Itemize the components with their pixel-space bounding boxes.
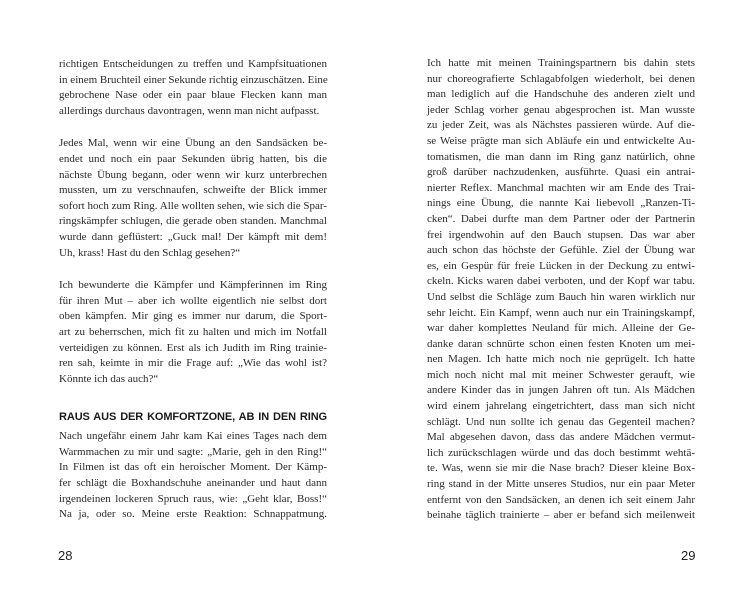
text-line: groß darüber nachzudenken, ausführte. Quasi ein antrai-	[427, 166, 695, 179]
text-line: wird einem jahrelang eingetrichtert, dass man sich nicht	[427, 400, 695, 413]
paragraph	[427, 56, 695, 524]
text-line: gebrochene Nase oder ein paar blaue Flecken kann man	[59, 89, 327, 102]
text-line: wurde dann geflüstert: „Guck mal! Der kämpft mit dem!	[59, 230, 327, 243]
text-line: beinahe täglich trainierte – aber er befand sich meilenweit	[427, 509, 695, 522]
text-line: ringskämpfer schlugen, die gerade oben standen. Manchmal	[59, 215, 327, 228]
text-line: nings eine Übung, die nannte Kai liebevoll „Ranzen-Ti-	[427, 197, 695, 210]
text-line: frei irgendwohin auf den Bauch stupsen. Das war aber	[427, 228, 695, 241]
text-line: ring stand in der Mitte unseres Studios, nur ein paar Meter	[427, 478, 695, 491]
text-line: Na ja, oder so. Meine erste Reaktion: Schnappatmung.	[59, 508, 327, 521]
text-line: mich noch nicht mal mit meiner Schwester gerauft, wie	[427, 368, 695, 381]
page-number-left: 28	[58, 548, 73, 563]
text-line: endet und noch ein paar Sekunden übrig hatten, bis die	[59, 152, 327, 165]
text-line: Ich bewunderte die Kämpfer und Kämpferinnen im Ring	[59, 279, 327, 292]
text-line: Jedes Mal, wenn wir eine Übung an den Sandsäcken be-	[59, 137, 327, 150]
text-line: nächste Übung begann, oder wenn wir kurz unterbrechen	[59, 168, 327, 181]
text-line: irgendeinen lockeren Spruch raus, wie: „Geht klar, Boss!“	[59, 492, 327, 505]
paragraph	[59, 57, 327, 119]
text-line: Nach ungefähr einem Jahr kam Kai eines Tages nach dem	[59, 430, 327, 443]
text-line: nur choreografierte Schlagabfolgen wiederholt, bei denen	[427, 72, 695, 85]
text-line: allerdings durchaus davontragen, wenn man nicht aufpasst.	[59, 104, 320, 117]
text-line: für ihren Mut – aber ich wollte eigentlich nie selbst dort	[59, 294, 327, 307]
text-line: sehr leicht. Ein Kampf, wenn auch nur ein Trainingskampf,	[427, 306, 695, 319]
section-heading: RAUS AUS DER KOMFORTZONE, AB IN DEN RING	[59, 411, 327, 424]
text-line: ckeln. Kicks waren dabei verboten, und der Kopf war tabu.	[427, 275, 695, 288]
text-line: Warmmachen zu mir und sagte: „Marie, geh in den Ring!“	[59, 445, 327, 458]
left-page-text	[59, 57, 327, 540]
text-line: nen Magen. Ich hatte mich noch nie geprügelt. Ich hatte	[427, 353, 695, 366]
paragraph	[59, 136, 327, 261]
text-line: sofort hoch zum Ring. Alle wollten sehen, wie sich die Spar-	[59, 199, 327, 212]
text-line: nierter Reflex. Manchmal machten wir am Ende des Trai-	[427, 181, 695, 194]
text-line: art zu beherrschen, mich fit zu halten und mich im Notfall	[59, 325, 327, 338]
text-line: zu jeder Zeit, was als Nächstes passieren würde. Auf die-	[427, 119, 695, 132]
text-line: andere Kinder das in jungen Jahren oft tun. Als Mädchen	[427, 384, 695, 397]
text-line: Mal abgesehen davon, dass das andere Mädchen vermut-	[427, 431, 695, 444]
text-line: ren sah, keimte in mir die Frage auf: „Wie das wohl ist?	[59, 357, 327, 370]
page-number-right: 29	[681, 548, 696, 563]
text-line: Ich hatte mit meinen Trainingspartnern bis dahin stets	[427, 57, 695, 69]
text-line: schlägt. Und nun sollte ich genau das Gegenteil machen?	[427, 415, 695, 428]
text-line: In Filmen ist das oft ein heroischer Moment. Der Kämp-	[59, 461, 327, 474]
text-line: te. Was, wenn sie mir die Nase brach? Dieser kleine Box-	[427, 462, 695, 475]
text-line: Uh, krass! Hast du den Schlag gesehen?“	[59, 246, 241, 259]
text-line: fer schlägt die Boxhandschuhe aneinander und haut dann	[59, 477, 327, 490]
text-line: oben kämpfen. Mir ging es immer nur darum, die Sport-	[59, 310, 327, 323]
text-line: cken“. Dabei durfte man dem Partner oder der Partnerin	[427, 212, 695, 225]
paragraph	[59, 278, 327, 387]
right-page	[377, 0, 753, 600]
text-line: mussten, um zu verschnaufen, schweifte der Blick immer	[59, 184, 327, 197]
paragraph	[59, 429, 327, 523]
text-line: danke daran schnürte schon einen festen Knoten um mei-	[427, 337, 695, 350]
text-line: auch schon das höchste der Gefühle. Ziel der Übung war	[427, 244, 695, 257]
text-line: in einem Bruchteil einer Sekunde richtig einzuschätzen. Eine	[59, 73, 328, 86]
text-line: richtigen Entscheidungen zu treffen und Kampfsituationen	[59, 58, 327, 70]
text-line: se Weise prägte man sich Abläufe ein und entwickelte Au-	[427, 134, 695, 147]
text-line: verteidigen zu können. Erst als ich Judith im Ring trainie-	[59, 341, 327, 354]
left-page	[0, 0, 376, 600]
text-line: Und selbst die Schläge zum Bauch hin waren wirklich nur	[427, 290, 695, 303]
text-line: man lediglich auf die Handschuhe des anderen zielt und	[427, 88, 695, 101]
text-line: es, ein Gespür für freie Lücken in der Deckung zu entwi-	[427, 259, 695, 272]
text-line: Könnte ich das auch?“	[59, 372, 159, 385]
text-line: lich zurückschlagen würde und das doch bestimmt wehtä-	[427, 446, 695, 459]
text-line: tomatismen, die man dann im Ring ganz natürlich, ohne	[427, 150, 695, 163]
text-line: entfernt von den Sandsäcken, an denen ich seit einem Jahr	[427, 493, 695, 506]
text-line: jeder Schlag vorher genau abgesprochen ist. Man wusste	[427, 103, 695, 116]
text-line: war daher komplettes Neuland für mich. Alleine der Ge-	[427, 322, 695, 335]
right-page-text	[427, 56, 695, 541]
